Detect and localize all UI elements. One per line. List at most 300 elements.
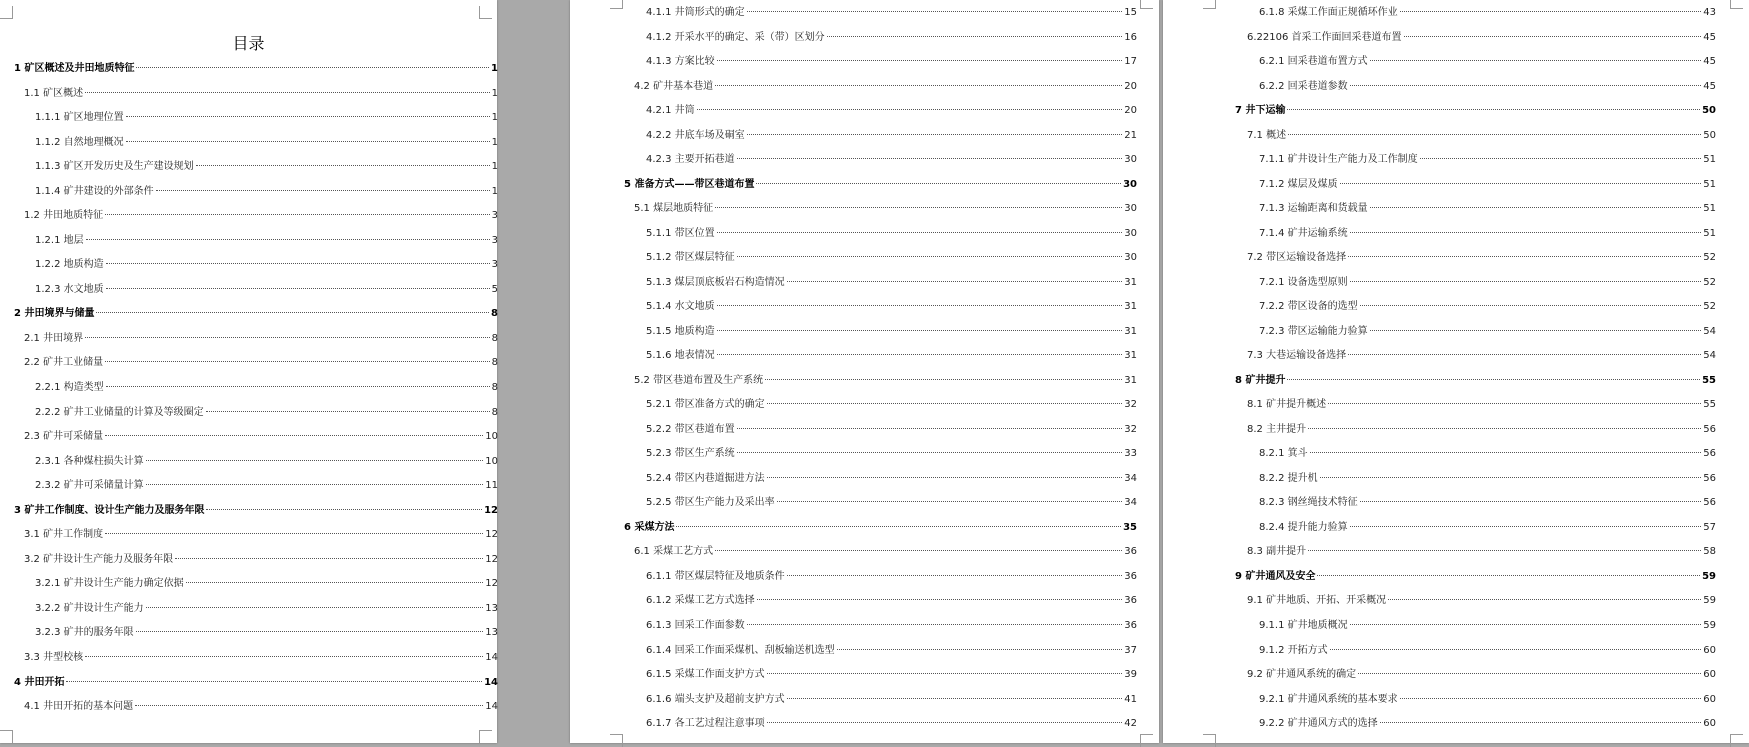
toc-entry[interactable]	[1259, 153, 1716, 166]
toc-entry[interactable]	[24, 553, 498, 566]
toc-entry-page-number: 52	[1703, 301, 1716, 313]
toc-entry-page-number: 3	[491, 210, 498, 222]
toc-entry-page-number: 30	[1123, 178, 1137, 190]
toc-entry-text: 3.2.2 矿井设计生产能力	[35, 602, 144, 614]
toc-entry[interactable]	[1259, 619, 1716, 632]
toc-leader-dots	[777, 501, 1123, 502]
toc-entry-page-number: 42	[1124, 718, 1137, 730]
toc-entry-text: 7 井下运输	[1235, 105, 1286, 117]
toc-entry[interactable]	[646, 104, 1137, 117]
toc-entry-page-number: 60	[1703, 644, 1716, 656]
toc-entry[interactable]	[646, 570, 1137, 583]
toc-leader-dots	[787, 698, 1123, 699]
toc-entry[interactable]	[1259, 300, 1716, 313]
toc-leader-dots	[1370, 330, 1702, 331]
toc-entry-text: 9.1.1 矿井地质概况	[1259, 620, 1348, 631]
toc-entry-page-number: 17	[1124, 56, 1137, 68]
toc-entry-text: 6.1.3 回采工作面参数	[646, 620, 745, 631]
toc-entry[interactable]	[1247, 251, 1716, 264]
toc-entry-text: 1.2.3 水文地质	[35, 283, 104, 295]
toc-entry-page-number: 51	[1703, 178, 1716, 190]
toc-leader-dots	[146, 484, 484, 485]
toc-leader-dots	[85, 92, 490, 93]
toc-entry-page-number: 1	[491, 161, 498, 173]
toc-leader-dots	[105, 361, 490, 362]
toc-entry-text: 5.1.1 带区位置	[646, 227, 715, 239]
toc-entry-text: 2.1 井田境界	[24, 332, 84, 344]
toc-entry[interactable]	[1259, 178, 1716, 191]
toc-leader-dots	[85, 337, 490, 338]
toc-entry-page-number: 31	[1124, 350, 1137, 362]
toc-entry-text: 5.1.5 地质构造	[646, 325, 715, 337]
toc-entry[interactable]	[1247, 594, 1716, 607]
toc-leader-dots	[1358, 673, 1701, 674]
toc-leader-dots	[1370, 60, 1702, 61]
toc-leader-dots	[1317, 575, 1700, 576]
toc-entry-text: 6.2.2 回采巷道参数	[1259, 80, 1348, 92]
toc-entry-text: 3 矿井工作制度、设计生产能力及服务年限	[14, 504, 205, 516]
toc-entry-text: 4.2.1 井筒	[646, 105, 695, 117]
toc-entry-text: 5.2.2 带区巷道布置	[646, 423, 735, 435]
toc-leader-dots	[737, 256, 1123, 257]
toc-leader-dots	[1350, 85, 1702, 86]
toc-entry[interactable]	[1247, 31, 1716, 44]
toc-entry-page-number: 56	[1703, 472, 1716, 484]
toc-leader-dots	[66, 681, 482, 682]
toc-leader-dots	[747, 624, 1123, 625]
toc-entry-page-number: 31	[1124, 276, 1137, 288]
toc-entry[interactable]	[1259, 717, 1716, 730]
toc-entry-text: 7.2.1 设备选型原则	[1259, 276, 1348, 288]
toc-entry-page-number: 45	[1703, 31, 1716, 43]
toc-entry-text: 3.1 矿井工作制度	[24, 529, 104, 541]
toc-entry[interactable]	[35, 136, 498, 149]
toc-leader-dots	[767, 477, 1123, 478]
toc-entry-page-number: 12	[485, 578, 498, 590]
toc-entry-text: 5.2.4 带区内巷道掘进方法	[646, 472, 765, 484]
toc-entry-page-number: 50	[1702, 105, 1716, 117]
toc-entry-page-number: 1	[491, 136, 498, 148]
toc-entry-text: 8.3 副井提升	[1247, 546, 1307, 558]
toc-leader-dots	[1320, 477, 1702, 478]
toc-entry-text: 9.2.2 矿井通风方式的选择	[1259, 718, 1378, 730]
toc-entry-page-number: 8	[491, 332, 498, 344]
toc-leader-dots	[175, 558, 483, 559]
toc-leader-dots	[1350, 526, 1702, 527]
toc-entry-page-number: 32	[1124, 399, 1137, 411]
toc-leader-dots	[146, 607, 484, 608]
toc-entry-text: 8.2.2 提升机	[1259, 472, 1318, 484]
toc-entry-page-number: 52	[1703, 252, 1716, 264]
toc-entry-text: 7.1.2 煤层及煤质	[1259, 178, 1338, 190]
toc-entry-page-number: 41	[1124, 693, 1137, 705]
toc-entry-text: 7.1.3 运输距离和货载量	[1259, 203, 1368, 215]
toc-entry[interactable]	[646, 129, 1137, 142]
toc-entry-page-number: 31	[1124, 374, 1137, 386]
toc-leader-dots	[1400, 11, 1702, 12]
toc-entry-page-number: 39	[1124, 669, 1137, 681]
toc-entry[interactable]	[1259, 644, 1716, 657]
toc-leader-dots	[1370, 207, 1702, 208]
toc-leader-dots	[717, 354, 1123, 355]
toc-entry[interactable]	[646, 31, 1137, 44]
toc-entry[interactable]	[624, 178, 1137, 191]
toc-entry-page-number: 45	[1703, 80, 1716, 92]
toc-leader-dots	[767, 673, 1123, 674]
toc-entry-text: 2.3.2 矿井可采储量计算	[35, 480, 144, 492]
toc-leader-dots	[1360, 305, 1702, 306]
toc-entry[interactable]	[646, 668, 1137, 681]
toc-entry[interactable]	[35, 185, 498, 198]
toc-entry[interactable]	[634, 80, 1137, 93]
toc-entry-text: 4.2.2 井底车场及硐室	[646, 129, 745, 141]
toc-leader-dots	[105, 533, 483, 534]
toc-entry[interactable]	[646, 300, 1137, 313]
toc-entry[interactable]	[1259, 55, 1716, 68]
toc-entry-text: 8.1 矿井提升概述	[1247, 399, 1327, 411]
toc-entry-page-number: 60	[1703, 718, 1716, 730]
toc-entry-page-number: 14	[485, 701, 498, 713]
toc-entry-text: 5.1.6 地表情况	[646, 350, 715, 362]
toc-entry[interactable]	[646, 153, 1137, 166]
toc-entry-page-number: 8	[491, 406, 498, 418]
toc-entry[interactable]	[646, 423, 1137, 436]
toc-entry[interactable]	[634, 545, 1137, 558]
toc-entry[interactable]	[35, 160, 498, 173]
toc-entry[interactable]	[1247, 668, 1716, 681]
toc-entry[interactable]	[634, 374, 1137, 387]
toc-entry-page-number: 56	[1703, 423, 1716, 435]
toc-entry-text: 4.2 矿井基本巷道	[634, 80, 714, 92]
toc-entry-text: 7.1 概述	[1247, 129, 1287, 141]
toc-entry-text: 8.2.4 提升能力验算	[1259, 521, 1348, 533]
toc-entry-page-number: 54	[1703, 325, 1716, 337]
toc-entry-text: 5.2.1 带区准备方式的确定	[646, 399, 765, 411]
toc-entry[interactable]	[646, 619, 1137, 632]
toc-entry-page-number: 59	[1702, 570, 1716, 582]
toc-entry-text: 6.1.5 采煤工作面支护方式	[646, 669, 765, 681]
toc-entry-page-number: 3	[491, 234, 498, 246]
toc-entry-text: 6.1.1 带区煤层特征及地质条件	[646, 570, 785, 582]
toc-leader-dots	[1420, 158, 1702, 159]
toc-entry[interactable]	[634, 202, 1137, 215]
toc-leader-dots	[1287, 379, 1700, 380]
toc-entry-text: 4.1.3 方案比较	[646, 56, 715, 68]
toc-entry[interactable]	[1259, 521, 1716, 534]
toc-entry-page-number: 34	[1124, 472, 1137, 484]
toc-entry-page-number: 12	[484, 504, 498, 516]
toc-leader-dots	[85, 656, 483, 657]
toc-leader-dots	[186, 582, 484, 583]
toc-leader-dots	[717, 330, 1123, 331]
toc-entry-page-number: 55	[1702, 374, 1716, 386]
toc-entry-page-number: 60	[1703, 693, 1716, 705]
toc-entry[interactable]	[24, 700, 498, 713]
toc-entry-text: 3.2.1 矿井设计生产能力确定依据	[35, 578, 184, 590]
toc-leader-dots	[1404, 36, 1702, 37]
toc-leader-dots	[1388, 599, 1701, 600]
toc-leader-dots	[1380, 722, 1702, 723]
toc-entry-text: 6.2.1 回采巷道布置方式	[1259, 56, 1368, 68]
toc-entry-text: 3.2.3 矿井的服务年限	[35, 627, 134, 639]
toc-entry-text: 1.2 井田地质特征	[24, 210, 104, 222]
toc-entry-page-number: 11	[485, 480, 498, 492]
toc-leader-dots	[1308, 428, 1701, 429]
toc-leader-dots	[105, 435, 483, 436]
toc-entry-page-number: 30	[1124, 154, 1137, 166]
toc-entry-text: 1.1.3 矿区开发历史及生产建设规划	[35, 161, 194, 173]
toc-entry[interactable]	[14, 62, 498, 75]
document-page-1	[0, 0, 497, 743]
toc-entry-text: 4 井田开拓	[14, 676, 65, 688]
toc-entry[interactable]	[646, 496, 1137, 509]
toc-entry[interactable]	[24, 332, 498, 345]
toc-entry-text: 5.1.3 煤层顶底板岩石构造情况	[646, 276, 785, 288]
toc-entry-text: 7.3 大巷运输设备选择	[1247, 350, 1347, 362]
toc-entry[interactable]	[1247, 545, 1716, 558]
toc-entry-text: 6.1.6 端头支护及超前支护方式	[646, 693, 785, 705]
toc-entry-page-number: 30	[1124, 203, 1137, 215]
toc-entry[interactable]	[1259, 693, 1716, 706]
toc-entry-page-number: 36	[1124, 546, 1137, 558]
toc-leader-dots	[126, 141, 490, 142]
toc-entry[interactable]	[646, 325, 1137, 338]
toc-leader-dots	[717, 60, 1123, 61]
toc-leader-dots	[86, 239, 490, 240]
toc-entry-page-number: 36	[1124, 620, 1137, 631]
toc-entry[interactable]	[646, 717, 1137, 730]
toc-leader-dots	[136, 67, 489, 68]
toc-entry[interactable]	[1247, 129, 1716, 142]
toc-leader-dots	[135, 705, 483, 706]
toc-entry[interactable]	[35, 111, 498, 124]
toc-leader-dots	[1328, 403, 1701, 404]
toc-entry[interactable]	[1259, 276, 1716, 289]
toc-leader-dots	[717, 305, 1123, 306]
toc-entry[interactable]	[24, 651, 498, 664]
toc-entry[interactable]	[35, 455, 498, 468]
toc-entry[interactable]	[1259, 472, 1716, 485]
toc-entry-text: 9.1 矿井地质、开拓、开采概况	[1247, 595, 1387, 607]
toc-entry-text: 1.2.2 地质构造	[35, 259, 104, 271]
toc-entry[interactable]	[1259, 6, 1716, 19]
toc-entry[interactable]	[35, 602, 498, 615]
toc-leader-dots	[206, 509, 482, 510]
toc-entry[interactable]	[35, 406, 498, 419]
toc-entry[interactable]	[646, 693, 1137, 706]
toc-entry[interactable]	[1259, 80, 1716, 93]
toc-leader-dots	[737, 452, 1123, 453]
toc-entry-text: 8 矿井提升	[1235, 374, 1286, 386]
toc-entry[interactable]	[1259, 227, 1716, 240]
toc-entry-text: 9 矿井通风及安全	[1235, 570, 1316, 582]
toc-entry[interactable]	[24, 356, 498, 369]
toc-entry-text: 1.1.4 矿井建设的外部条件	[35, 185, 154, 197]
toc-entry[interactable]	[24, 430, 498, 443]
toc-entry[interactable]	[35, 479, 498, 492]
toc-leader-dots	[715, 207, 1122, 208]
toc-entry-text: 3.2 矿井设计生产能力及服务年限	[24, 553, 174, 565]
toc-entry-page-number: 31	[1124, 301, 1137, 313]
toc-entry-page-number: 55	[1703, 399, 1716, 411]
toc-entry[interactable]	[35, 283, 498, 296]
toc-entry[interactable]	[35, 258, 498, 271]
toc-entry-page-number: 43	[1703, 7, 1716, 18]
toc-entry-page-number: 33	[1124, 448, 1137, 460]
toc-entry-text: 7.2 带区运输设备选择	[1247, 252, 1347, 264]
toc-entry-page-number: 57	[1703, 521, 1716, 533]
toc-entry[interactable]	[24, 528, 498, 541]
toc-entry-page-number: 16	[1124, 31, 1137, 43]
document-page-2	[570, 0, 1159, 743]
toc-entry-page-number: 3	[491, 259, 498, 271]
toc-entry-page-number: 32	[1124, 423, 1137, 435]
toc-entry-text: 6 采煤方法	[624, 521, 675, 533]
toc-entry-text: 2.2.2 矿井工业储量的计算及等级圈定	[35, 406, 204, 418]
toc-entry[interactable]	[646, 472, 1137, 485]
toc-entry-page-number: 1	[491, 112, 498, 124]
toc-entry-text: 5.1.4 水文地质	[646, 301, 715, 313]
toc-entry[interactable]	[35, 381, 498, 394]
toc-leader-dots	[715, 85, 1122, 86]
toc-leader-dots	[1348, 354, 1701, 355]
toc-entry[interactable]	[14, 676, 498, 689]
toc-entry-page-number: 14	[484, 676, 498, 688]
toc-leader-dots	[1348, 256, 1701, 257]
toc-entry[interactable]	[1235, 104, 1716, 117]
toc-leader-dots	[765, 379, 1122, 380]
toc-leader-dots	[156, 190, 490, 191]
toc-entry[interactable]	[1259, 325, 1716, 338]
toc-entry-page-number: 1	[491, 87, 498, 99]
toc-entry[interactable]	[646, 398, 1137, 411]
toc-entry-text: 9.2 矿井通风系统的确定	[1247, 669, 1357, 681]
toc-leader-dots	[767, 722, 1123, 723]
toc-entry-page-number: 14	[485, 651, 498, 663]
toc-entry-page-number: 59	[1703, 595, 1716, 607]
toc-leader-dots	[837, 649, 1123, 650]
toc-entry[interactable]	[1259, 202, 1716, 215]
toc-entry-page-number: 20	[1124, 80, 1137, 92]
toc-entry-page-number: 35	[1123, 521, 1137, 533]
toc-entry-page-number: 58	[1703, 546, 1716, 558]
toc-leader-dots	[106, 288, 490, 289]
toc-entry[interactable]	[1247, 423, 1716, 436]
toc-entry-text: 5.2 带区巷道布置及生产系统	[634, 374, 764, 386]
toc-entry[interactable]	[624, 521, 1137, 534]
toc-entry[interactable]	[646, 251, 1137, 264]
toc-entry-text: 9.1.2 开拓方式	[1259, 644, 1328, 656]
toc-entry-page-number: 56	[1703, 448, 1716, 460]
toc-entry[interactable]	[646, 447, 1137, 460]
toc-entry-text: 1.2.1 地层	[35, 234, 84, 246]
toc-entry-page-number: 51	[1703, 203, 1716, 215]
toc-entry-page-number: 52	[1703, 276, 1716, 288]
toc-leader-dots	[756, 183, 1121, 184]
toc-entry[interactable]	[646, 349, 1137, 362]
document-page-3	[1163, 0, 1749, 743]
toc-entry[interactable]	[24, 87, 498, 100]
toc-entry[interactable]	[1235, 570, 1716, 583]
toc-leader-dots	[1400, 698, 1702, 699]
toc-entry-text: 8.2.3 钢丝绳技术特征	[1259, 497, 1358, 509]
toc-leader-dots	[787, 281, 1123, 282]
toc-leader-dots	[1330, 649, 1702, 650]
toc-entry-text: 5 准备方式——带区巷道布置	[624, 178, 755, 190]
toc-entry[interactable]	[35, 234, 498, 247]
toc-entry-page-number: 8	[491, 308, 498, 320]
toc-leader-dots	[1360, 501, 1702, 502]
toc-entry-text: 1.1.1 矿区地理位置	[35, 112, 124, 124]
toc-entry[interactable]	[1247, 398, 1716, 411]
toc-leader-dots	[757, 599, 1123, 600]
toc-entry-page-number: 36	[1124, 570, 1137, 582]
toc-entry-text: 5.2.5 带区生产能力及采出率	[646, 497, 775, 509]
toc-title: 目录	[232, 34, 265, 53]
toc-entry-page-number: 10	[485, 455, 498, 467]
toc-entry[interactable]	[24, 209, 498, 222]
toc-entry-text: 5.1.2 带区煤层特征	[646, 252, 735, 264]
toc-entry-text: 1 矿区概述及井田地质特征	[14, 63, 135, 74]
toc-entry-page-number: 8	[491, 382, 498, 394]
toc-entry[interactable]	[1235, 374, 1716, 387]
toc-leader-dots	[737, 158, 1123, 159]
toc-leader-dots	[747, 134, 1123, 135]
toc-leader-dots	[196, 165, 490, 166]
toc-entry-page-number: 5	[491, 283, 498, 295]
toc-entry[interactable]	[646, 227, 1137, 240]
toc-entry[interactable]	[1259, 447, 1716, 460]
toc-entry-page-number: 30	[1124, 227, 1137, 239]
toc-entry-text: 8.2 主井提升	[1247, 423, 1307, 435]
toc-entry[interactable]	[35, 626, 498, 639]
toc-leader-dots	[136, 631, 484, 632]
toc-entry[interactable]	[14, 307, 498, 320]
toc-entry-page-number: 56	[1703, 497, 1716, 509]
toc-entry-text: 4.1.1 井筒形式的确定	[646, 7, 745, 18]
toc-entry[interactable]	[1259, 496, 1716, 509]
toc-entry-text: 4.2.3 主要开拓巷道	[646, 154, 735, 166]
toc-entry-text: 6.1.4 回采工作面采煤机、刮板输送机选型	[646, 644, 835, 656]
toc-entry-page-number: 45	[1703, 56, 1716, 68]
toc-entry[interactable]	[1247, 349, 1716, 362]
toc-leader-dots	[106, 263, 490, 264]
toc-entry[interactable]	[646, 594, 1137, 607]
toc-entry[interactable]	[646, 644, 1137, 657]
toc-entry-page-number: 36	[1124, 595, 1137, 607]
toc-entry[interactable]	[35, 577, 498, 590]
toc-entry-text: 6.1.7 各工艺过程注意事项	[646, 718, 765, 730]
toc-entry[interactable]	[646, 6, 1137, 19]
toc-entry-page-number: 12	[485, 553, 498, 565]
toc-entry[interactable]	[646, 276, 1137, 289]
toc-leader-dots	[787, 575, 1123, 576]
toc-entry-page-number: 13	[485, 602, 498, 614]
toc-entry-page-number: 34	[1124, 497, 1137, 509]
toc-leader-dots	[96, 312, 489, 313]
toc-leader-dots	[747, 11, 1123, 12]
toc-entry-text: 2.2.1 构造类型	[35, 382, 104, 394]
toc-leader-dots	[1287, 109, 1700, 110]
toc-entry-page-number: 30	[1124, 252, 1137, 264]
toc-entry-text: 2.2 矿井工业储量	[24, 357, 104, 369]
toc-entry[interactable]	[14, 504, 498, 517]
toc-entry-text: 3.3 井型校核	[24, 651, 84, 663]
toc-entry-page-number: 51	[1703, 227, 1716, 239]
toc-entry[interactable]	[646, 55, 1137, 68]
toc-entry-page-number: 15	[1124, 7, 1137, 18]
toc-entry-page-number: 12	[485, 529, 498, 541]
